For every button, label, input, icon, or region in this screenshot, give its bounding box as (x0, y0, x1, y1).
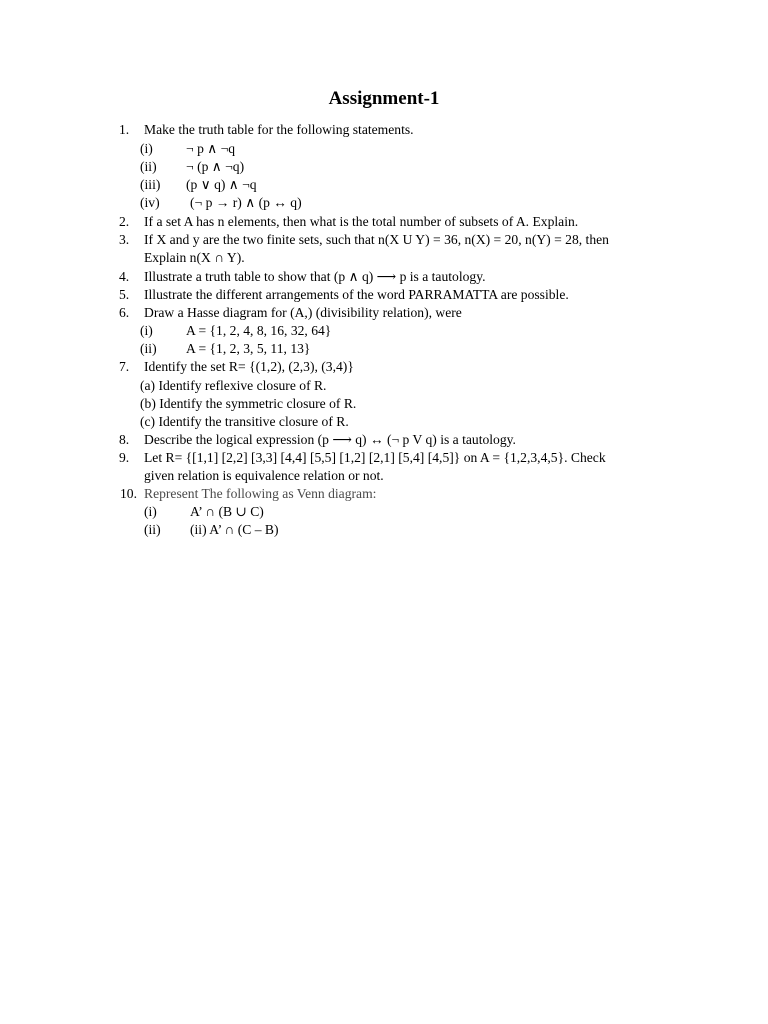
sub-item-text: A = {1, 2, 3, 5, 11, 13} (186, 341, 311, 356)
question-number: 8. (119, 432, 130, 447)
sub-item-label: (iv) (140, 195, 160, 210)
question-number: 10. (120, 486, 137, 501)
question-text: Illustrate the different arrangements of the word PARRAMATTA are possible. (144, 287, 569, 302)
sub-item-text: A’ ∩ (B ∪ C) (190, 504, 264, 519)
sub-item-label: (i) (144, 504, 157, 519)
question-text: given relation is equivalence relation or not. (144, 468, 384, 483)
question-text: Illustrate a truth table to show that (p ∧ q) ⟶ p is a tautology. (144, 269, 486, 284)
question-number: 7. (119, 359, 130, 374)
sub-item-text: A = {1, 2, 4, 8, 16, 32, 64} (186, 323, 332, 338)
sub-item-text: (¬ p → r) ∧ (p ↔ q) (190, 195, 302, 210)
sub-item-text: (c) Identify the transitive closure of R. (140, 414, 349, 429)
question-text: Let R= {[1,1] [2,2] [3,3] [4,4] [5,5] [1,2] [2,1] [5,4] [4,5]} on A = {1,2,3,4,5}. Check (144, 450, 606, 465)
sub-item-text: ¬ (p ∧ ¬q) (186, 159, 245, 174)
sub-item-text: (p ∨ q) ∧ ¬q (186, 177, 257, 192)
sub-item-label: (ii) (140, 159, 157, 174)
question-text: Represent The following as Venn diagram: (144, 486, 377, 501)
question-text: Draw a Hasse diagram for (A,) (divisibility relation), were (144, 305, 462, 320)
sub-item-text: (a) Identify reflexive closure of R. (140, 378, 327, 393)
sub-item-label: (i) (140, 323, 153, 338)
sub-item-text: (b) Identify the symmetric closure of R. (140, 396, 357, 411)
question-text: Explain n(X ∩ Y). (144, 250, 245, 265)
question-number: 1. (119, 122, 130, 137)
document-title: Assignment-1 (328, 88, 440, 109)
sub-item-label: (ii) (144, 522, 161, 537)
sub-item-label: (iii) (140, 177, 161, 192)
sub-item-label: (ii) (140, 341, 157, 356)
question-text: If X and y are the two finite sets, such that n(X U Y) = 36, n(X) = 20, n(Y) = 28, then (144, 232, 609, 247)
question-number: 5. (119, 287, 130, 302)
question-number: 4. (119, 269, 130, 284)
sub-item-label: (i) (140, 141, 153, 156)
question-number: 9. (119, 450, 130, 465)
question-number: 3. (119, 232, 130, 247)
question-text: Make the truth table for the following statements. (144, 122, 414, 137)
question-number: 2. (119, 214, 130, 229)
question-text: Describe the logical expression (p ⟶ q) ↔ (¬ p V q) is a tautology. (144, 432, 516, 447)
question-text: Identify the set R= {(1,2), (2,3), (3,4)} (144, 359, 354, 374)
question-text: If a set A has n elements, then what is the total number of subsets of A. Explain. (144, 214, 579, 229)
sub-item-text: (ii) A’ ∩ (C – B) (190, 522, 279, 537)
question-number: 6. (119, 305, 130, 320)
sub-item-text: ¬ p ∧ ¬q (186, 141, 236, 156)
